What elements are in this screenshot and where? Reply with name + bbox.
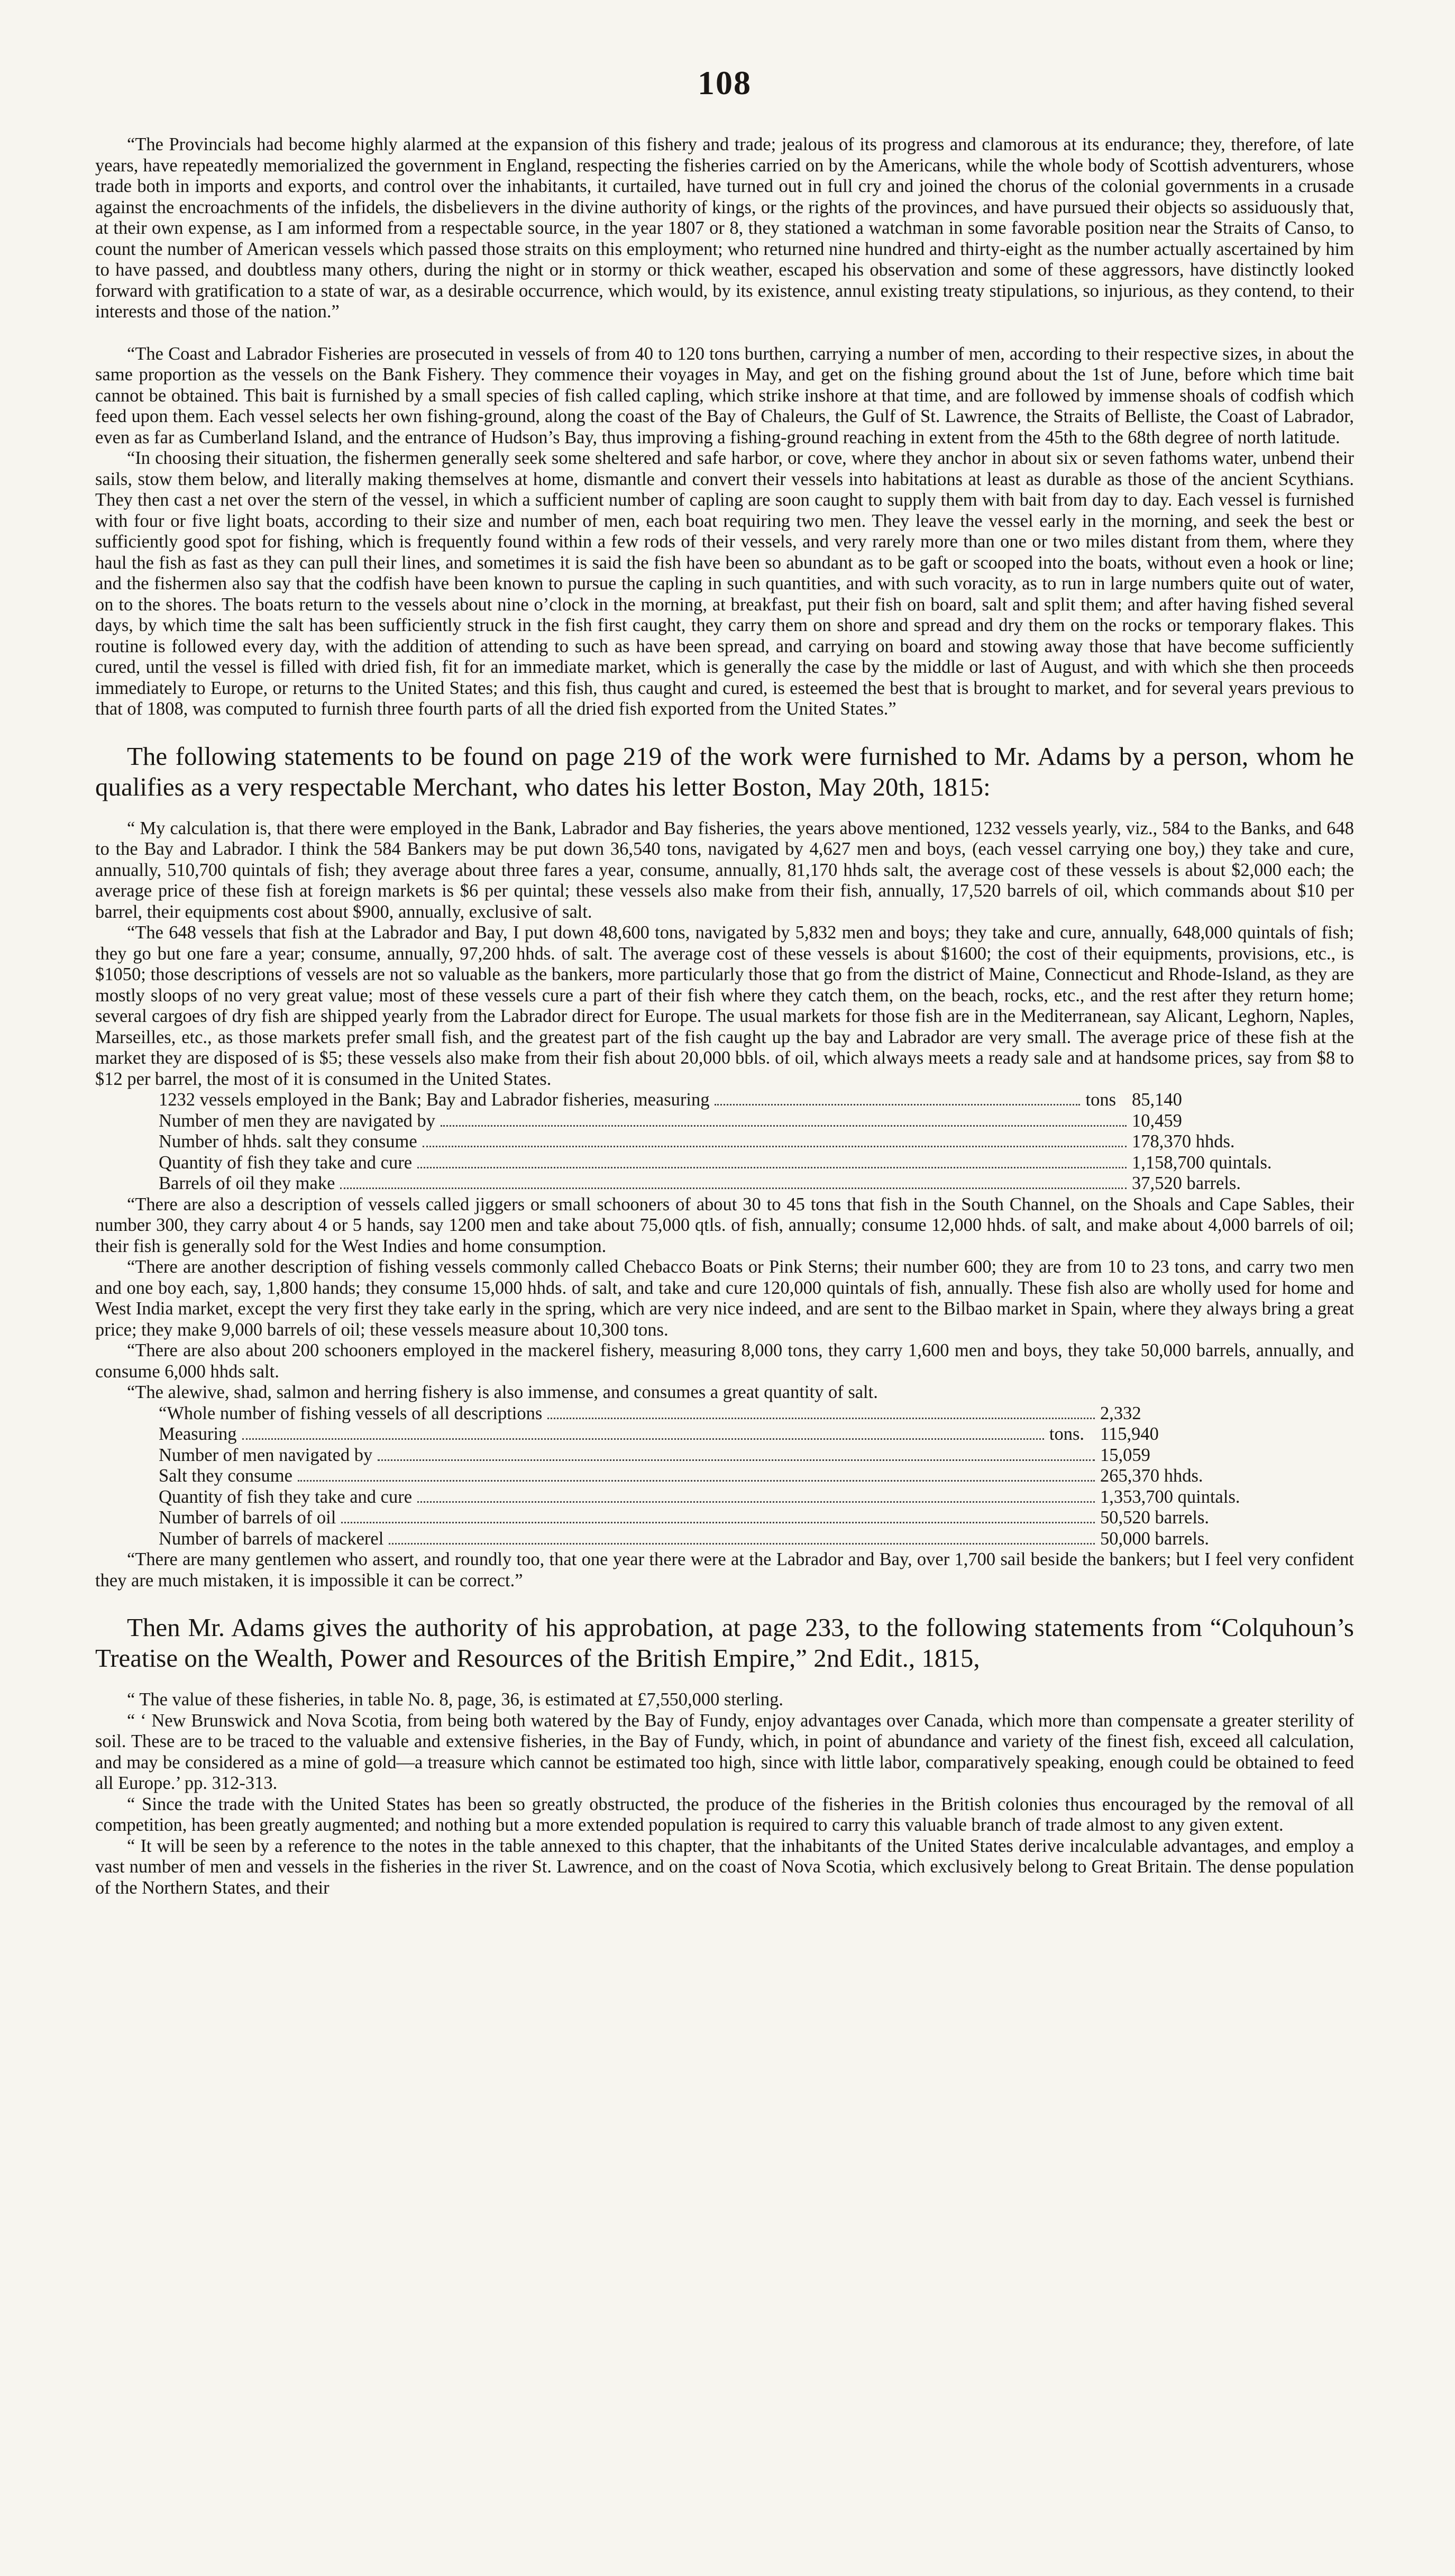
quote-merchant-calculation (95, 818, 1354, 1090)
stats-row (159, 1529, 1291, 1550)
paragraph-value-fisheries: “ The value of these fisheries, in table No. 8, page, 36, is estimated at £7,550,000 sterling. (127, 1689, 784, 1710)
stats-unit: tons (1085, 1090, 1116, 1110)
dot-leader (715, 1104, 1080, 1106)
stats-label: Salt they consume (159, 1466, 292, 1486)
dot-leader (423, 1146, 1127, 1147)
dot-leader (378, 1459, 1095, 1461)
paragraph-chebacco: “There are another description of fishing vessels commonly called Chebacco Boats or Pink Sterns; their number 600; they are from 10 to 23 tons, and carry two men and one boy each, say, 1,800 hands; they consume 15,000 hhds. of salt, and take and cure 120,000 quintals of fish, annually. These fish also are wholly used for home and West India market, except the very first they take early in the spring, which are very nice indeed, and are sent to the Bilbao market in Spain, where they always bring a great price; they make 9,000 barrels of oil; these vessels measure about 10,300 tons. (95, 1257, 1354, 1340)
stats-label: Number of barrels of mackerel (159, 1528, 384, 1549)
stats-row (159, 1466, 1291, 1487)
dot-leader (417, 1501, 1095, 1503)
dot-leader (340, 1187, 1127, 1189)
stats-row (159, 1090, 1291, 1111)
stats-row (159, 1153, 1291, 1174)
stats-row (159, 1445, 1291, 1466)
paragraph-648-vessels: “The 648 vessels that fish at the Labrador and Bay, I put down 48,600 tons, navigated by 5,832 men and boys; they take and cure, annually, 648,000 quintals of fish; they go but one fare a year; consume, annually, 97,200 hhds. of salt. The average cost of these vessels is about $1600; the cost of their equipments, provisions, etc., is $1050; those descriptions of vessels are not so valuable as the bankers, more particularly those that go from the district of Maine, Connecticut and Rhode-Island, as they are mostly sloops of no very great value; most of these vessels cure a part of their fish where they catch them, on the beach, rocks, etc., and the rest after they return home; several cargoes of dry fish are shipped yearly from the Labrador direct for Europe. The usual markets for those fish are in the Mediterranean, say Alicant, Leghorn, Naples, Marseilles, etc., as those markets prefer small fish, and the greatest part of the fish caught up the bay and Labrador are very small. The average price of these fish at the market they are disposed of is $5; these vessels also make from their fish about 20,000 bbls. of oil, which always meets a ready sale and at handsome prices, say from $8 to $12 per barrel, the most of it is consumed in the United States. (95, 922, 1354, 1089)
paragraph-coast-labrador: “The Coast and Labrador Fisheries are prosecuted in vessels of from 40 to 120 tons burthen, carrying a number of men, according to their respective sizes, in about the same proportion as the vessels on the Bank Fishery. They commence their voyages in May, and get on the fishing ground about the 1st of June, before which time bait cannot be obtained. This bait is furnished by a small species of fish called capling, which strike inshore at that time, and are followed by immense shoals of codfish which feed upon them. Each vessel selects her own fishing-ground, along the coast of the Bay of Chaleurs, the Gulf of St. Lawrence, the Straits of Belliste, the Coast of Labrador, even as far as Cumberland Island, and the entrance of Hudson’s Bay, thus improving a fishing-ground reaching in extent from the 45th to the 68th degree of north latitude. (95, 343, 1354, 447)
stats-row (159, 1508, 1291, 1529)
stats-value: 50,000 barrels. (1100, 1528, 1209, 1549)
stats-label: 1232 vessels employed in the Bank; Bay and Labrador fisheries, measuring (159, 1090, 710, 1110)
paragraph-mackerel: “There are also about 200 schooners employed in the mackerel fishery, measuring 8,000 tons, they carry 1,600 men and boys, they take 50,000 barrels, annually, and consume 6,000 hhds salt. (95, 1340, 1354, 1382)
stats-row (159, 1111, 1291, 1132)
stats-table-2 (159, 1403, 1291, 1550)
stats-row (159, 1131, 1291, 1153)
paragraph-alewive: “The alewive, shad, salmon and herring fishery is also immense, and consumes a great quantity of salt. (127, 1382, 878, 1402)
stats-value: 15,059 (1100, 1445, 1150, 1465)
stats-value: 1,158,700 quintals. (1132, 1152, 1272, 1173)
stats-unit: tons. (1049, 1424, 1084, 1444)
stats-label: Quantity of fish they take and cure (159, 1486, 413, 1507)
quote-other-vessels (95, 1194, 1354, 1403)
paragraph-choosing-situation: “In choosing their situation, the fishermen generally seek some sheltered and safe harbor, or cove, where they anchor in about six or seven fathoms water, unbend their sails, stow them below, and literally making themselves at home, dismantle and convert their vessels into habitations at least as durable as those of the ancient Scythians. They then cast a net over the stern of the vessel, in which a sufficient number of capling are soon caught to supply them with bait from day to day. Each vessel is furnished with four or five light boats, according to their size and number of men, each boat requiring two men. They leave the vessel early in the morning, and seek the best or sufficiently good spot for fishing, which is frequently found within a few rods of their vessels, and very rarely more than one or two miles distant from them, where they haul the fish as fast as they can pull their lines, and sometimes it is said the fish have been so abundant as to be gaft or scooped into the boats, without even a hook or line; and the fishermen also say that the codfish have been known to pursue the capling in such quantities, and with such voracity, as to run in large numbers quite out of water, on to the shores. The boats return to the vessels about nine o’clock in the morning, at breakfast, put their fish on board, salt and split them; and after having fished several days, by which time the salt has been sufficiently struck in the fish first caught, they carry them on shore and spread and dry them on the rocks or temporary flakes. This routine is followed every day, with the addition of attending to such as have been spread, and carrying on board and stowing away those that have become sufficiently cured, until the vessel is filled with dried fish, fit for an immediate market, which is generally the case by the middle or last of August, and with which she then proceeds immediately to Europe, or returns to the United States; and this fish, thus caught and cured, is esteemed the best that is brought to market, and for several years previous to that of 1808, was computed to furnish three fourth parts of all the dried fish exported from the United States.” (95, 448, 1354, 719)
stats-label: Number of barrels of oil (159, 1508, 336, 1528)
stats-table-1 (159, 1090, 1291, 1194)
quote-colquhoun (95, 1689, 1354, 1898)
paragraph-calculation: “ My calculation is, that there were employed in the Bank, Labrador and Bay fisheries, the years above mentioned, 1232 vessels yearly, viz., 584 to the Banks, and 648 to the Bay and Labrador. I think the 584 Bankers may be put down 36,540 tons, navigated by 4,627 men and boys, (each vessel carrying one boy,) they take and cure, annually, 510,700 quintals of fish; they average about three fares a year, consume, annually, 81,170 hhds salt, the average cost of these vessels is about $2,000 each; the average price of these fish at foreign markets is $6 per quintal; these vessels also make from their fish, annually, 17,520 barrels of oil, which commands about $10 per barrel, their equipments cost about $900, annually, exclusive of salt. (95, 818, 1354, 922)
stats-label: Measuring (159, 1424, 237, 1444)
intro-colquhoun: Then Mr. Adams gives the authority of his approbation, at page 233, to the following statements from “Colquhoun’s Treatise on the Wealth, Power and Resources of the British Empire,” 2nd Edit., 1815, (95, 1613, 1354, 1673)
stats-value: 265,370 hhds. (1100, 1466, 1203, 1486)
stats-label: “Whole number of fishing vessels of all descriptions (159, 1403, 543, 1423)
dot-leader (441, 1125, 1127, 1127)
stats-value: 115,940 (1100, 1424, 1159, 1444)
stats-label: Number of hhds. salt they consume (159, 1131, 417, 1152)
paragraph-provincials: “The Provincials had become highly alarmed at the expansion of this fishery and trade; jealous of its progress and clamorous at its endurance; they, therefore, of late years, have repeatedly memorialized the government in England, respecting the fisheries carried on by the Americans, while the whole body of Scottish adventurers, whose trade both in imports and exports, and control over the inhabitants, it curtailed, have turned out in full cry and joined the chorus of the colonial governments in a crusade against the encroachments of the infidels, the disbelievers in the divine authority of kings, or the rights of the provinces, and have pursued their objects so assiduously that, at their own expense, as I am informed from a respectable source, in the year 1807 or 8, they stationed a watchman in some favorable position near the Straits of Canso, to count the number of American vessels which passed those straits on this employment; who returned nine hundred and thirty-eight as the number actually ascertained by him to have passed, and doubtless many others, during the night or in stormy or thick weather, escaped his observation and some of these aggressors, have distinctly looked forward with gratification to a state of war, as a desirable occurrence, which would, by its existence, annul existing treaty stipulations, so injurious, as they contend, to their interests and those of the nation.” (95, 134, 1354, 322)
paragraph-reference-notes: “ It will be seen by a reference to the notes in the table annexed to this chapter, that the inhabitants of the United States derive incalculable advantages, and employ a vast number of men and vessels in the fisheries in the river St. Lawrence, and on the coast of Nova Scotia, which exclusively belong to Great Britain. The dense population of the Northern States, and their (95, 1835, 1354, 1898)
stats-label: Number of men they are navigated by (159, 1110, 436, 1131)
stats-row (159, 1424, 1291, 1445)
intro-merchant-statement: The following statements to be found on page 219 of the work were furnished to Mr. Adams by a person, whom he qualifies as a very respectable Merchant, who dates his letter Boston, May 20th, 1815: (95, 741, 1354, 801)
dot-leader (242, 1438, 1044, 1440)
page-number: 108 (698, 64, 752, 102)
stats-label: Barrels of oil they make (159, 1173, 335, 1193)
stats-label: Number of men navigated by (159, 1445, 373, 1465)
dot-leader (298, 1480, 1095, 1482)
stats-row (159, 1403, 1291, 1424)
stats-row (159, 1487, 1291, 1508)
stats-value: 178,370 hhds. (1132, 1131, 1235, 1152)
stats-value: 10,459 (1132, 1110, 1182, 1131)
dot-leader (417, 1167, 1127, 1168)
stats-value: 2,332 (1100, 1403, 1141, 1423)
quote-provincials (95, 134, 1354, 323)
stats-value: 37,520 barrels. (1132, 1173, 1241, 1193)
dot-leader (389, 1543, 1095, 1545)
document-page (95, 63, 1354, 1898)
paragraph-new-brunswick: “ ‘ New Brunswick and Nova Scotia, from being both watered by the Bay of Fundy, enjoy advantages over Canada, which more than compensate a greater sterility of soil. These are to be traced to the valuable and extensive fisheries, in the Bay of Fundy, which, in point of abundance and variety of the finest fish, exceed all calculation, and may be considered as a mine of gold—a treasure which cannot be estimated too high, since with little labor, comparatively speaking, enough could be obtained to feed all Europe.’ pp. 312-313. (95, 1710, 1354, 1793)
quote-gentlemen-assert (95, 1549, 1354, 1591)
stats-value: 85,140 (1132, 1090, 1182, 1110)
paragraph-jiggers: “There are also a description of vessels called jiggers or small schooners of about 30 to 45 tons that fish in the South Channel, on the Shoals and Cape Sables, their number 300, they carry about 4 or 5 hands, say 1200 men and take about 75,000 qtls. of fish, annually; consume 12,000 hhds. of salt, and make about 4,000 barrels of oil; their fish is generally sold for the West Indies and home consumption. (95, 1194, 1354, 1256)
stats-value: 1,353,700 quintals. (1100, 1486, 1240, 1507)
stats-row (159, 1173, 1291, 1194)
dot-leader (547, 1418, 1095, 1419)
quote-coast-labrador (95, 344, 1354, 720)
stats-value: 50,520 barrels. (1100, 1508, 1209, 1528)
paragraph-trade-obstructed: “ Since the trade with the United States has been so greatly obstructed, the produce of the fisheries in the British colonies thus encouraged by the removal of all competition, has been greatly augmented; and nothing but a more extended population is required to carry this valuable branch of trade almost to any given extent. (95, 1794, 1354, 1835)
stats-label: Quantity of fish they take and cure (159, 1152, 413, 1173)
dot-leader (341, 1522, 1095, 1523)
paragraph-gentlemen: “There are many gentlemen who assert, and roundly too, that one year there were at the Labrador and Bay, over 1,700 sail beside the bankers; but I feel very confident they are much mistaken, it is impossible it can be correct.” (95, 1549, 1354, 1591)
